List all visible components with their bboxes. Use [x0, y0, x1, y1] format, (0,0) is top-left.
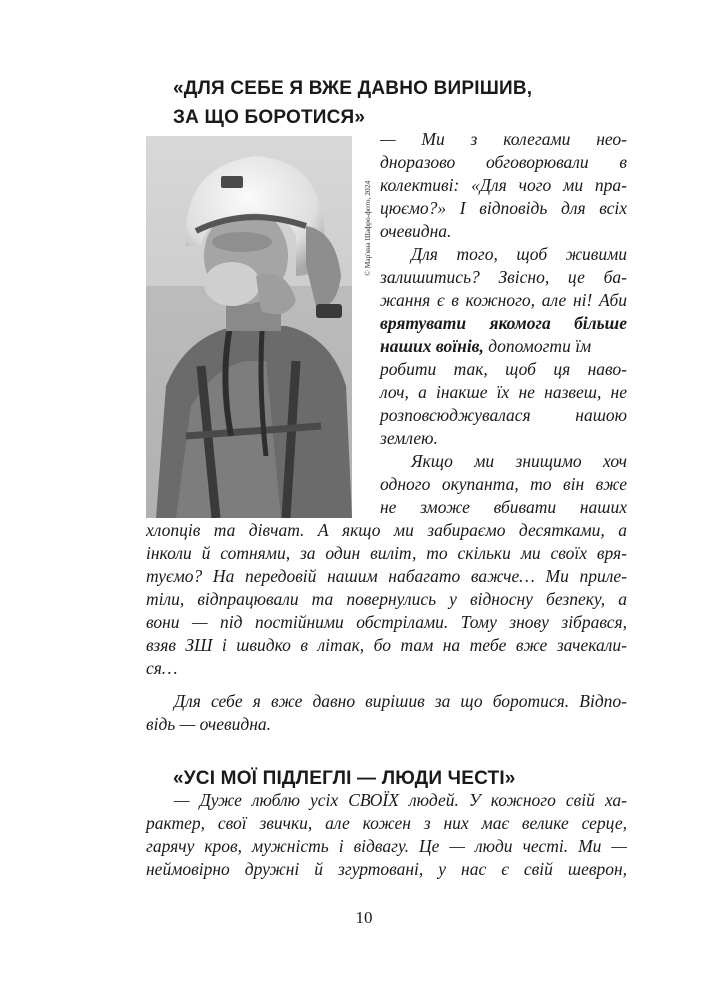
text-fragment: допомогти їм — [483, 336, 592, 356]
text-line: Для того, щоб живими — [411, 244, 627, 264]
text-line-emphasis: врятувати якомога більше — [380, 313, 627, 333]
photo-credit-text: © Мар'яна Шафро-фото, 2024 — [363, 180, 372, 276]
text-line: Якщо ми знищимо хоч — [411, 451, 627, 471]
text-line: тіли, відпрацювали та повернулись у відносну безпеку, а — [146, 589, 627, 609]
emphasis-text: наших воїнів, — [380, 336, 484, 356]
section-heading-1 — [173, 74, 532, 132]
photo-credit — [352, 136, 372, 296]
text-line: робити так, щоб ця наво- — [380, 359, 627, 379]
text-line: не зможе вбивати наших — [380, 497, 627, 517]
text-line: ся… — [146, 658, 178, 678]
text-line: вони — під постійними обстрілами. Тому знову зібрався, — [146, 612, 627, 632]
heading-line: «УСІ МОЇ ПІДЛЕГЛІ — ЛЮДИ ЧЕСТІ» — [173, 768, 516, 789]
text-line: розповсюджувалася нашою — [380, 405, 627, 425]
heading-line: ЗА ЩО БОРОТИСЯ» — [173, 107, 366, 128]
page-number: 10 — [355, 908, 373, 927]
pilot-photo — [146, 136, 352, 518]
text-line: очевидна. — [380, 221, 452, 241]
text-line: залишитись? Звісно, це ба- — [380, 267, 627, 287]
text-line: туємо? На передовій нашим набагато важче… Ми прилe- — [146, 566, 627, 586]
text-line: відь — очевидна. — [146, 714, 272, 734]
text-line: рактер, свої звички, але кожен з них має велике серце, — [146, 813, 627, 833]
text-line: гарячу кров, мужність і відвагу. Це — люди честі. Ми — — [146, 836, 627, 856]
text-line: жання є в кожного, але ні! Аби — [380, 290, 627, 310]
text-line: лоч, а інакше їх не назвеш, не — [380, 382, 627, 402]
text-line: — Дуже люблю усіх СВОЇХ людей. У кожного свій ха- — [174, 790, 627, 810]
text-line: — Ми з колегами нео- — [380, 129, 627, 149]
text-line: інколи й сотнями, за один виліт, то скільки ми своїх вря- — [146, 543, 627, 563]
text-line: землею. — [380, 428, 438, 448]
text-line: дноразово обговорювали в — [380, 152, 627, 172]
text-line: взяв ЗШ і швидко в літак, бо там на тебе вже зачекали- — [146, 635, 627, 655]
text-line: цюємо?» І відповідь для всіх — [380, 198, 627, 218]
text-line: неймовірно дружні й згуртовані, у нас є свій шеврон, — [146, 859, 627, 879]
text-line: Для себе я вже давно вирішив за що боротися. Відпо- — [174, 691, 627, 711]
text-line: одного окупанта, то він вже — [380, 474, 627, 494]
text-line: колективі: «Для чого ми пра- — [380, 175, 627, 195]
text-line: хлопців та дівчат. А якщо ми забираємо десятками, а — [146, 520, 627, 540]
heading-line: «ДЛЯ СЕБЕ Я ВЖЕ ДАВНО ВИРІШИВ, — [173, 78, 533, 99]
text-line — [380, 335, 627, 358]
